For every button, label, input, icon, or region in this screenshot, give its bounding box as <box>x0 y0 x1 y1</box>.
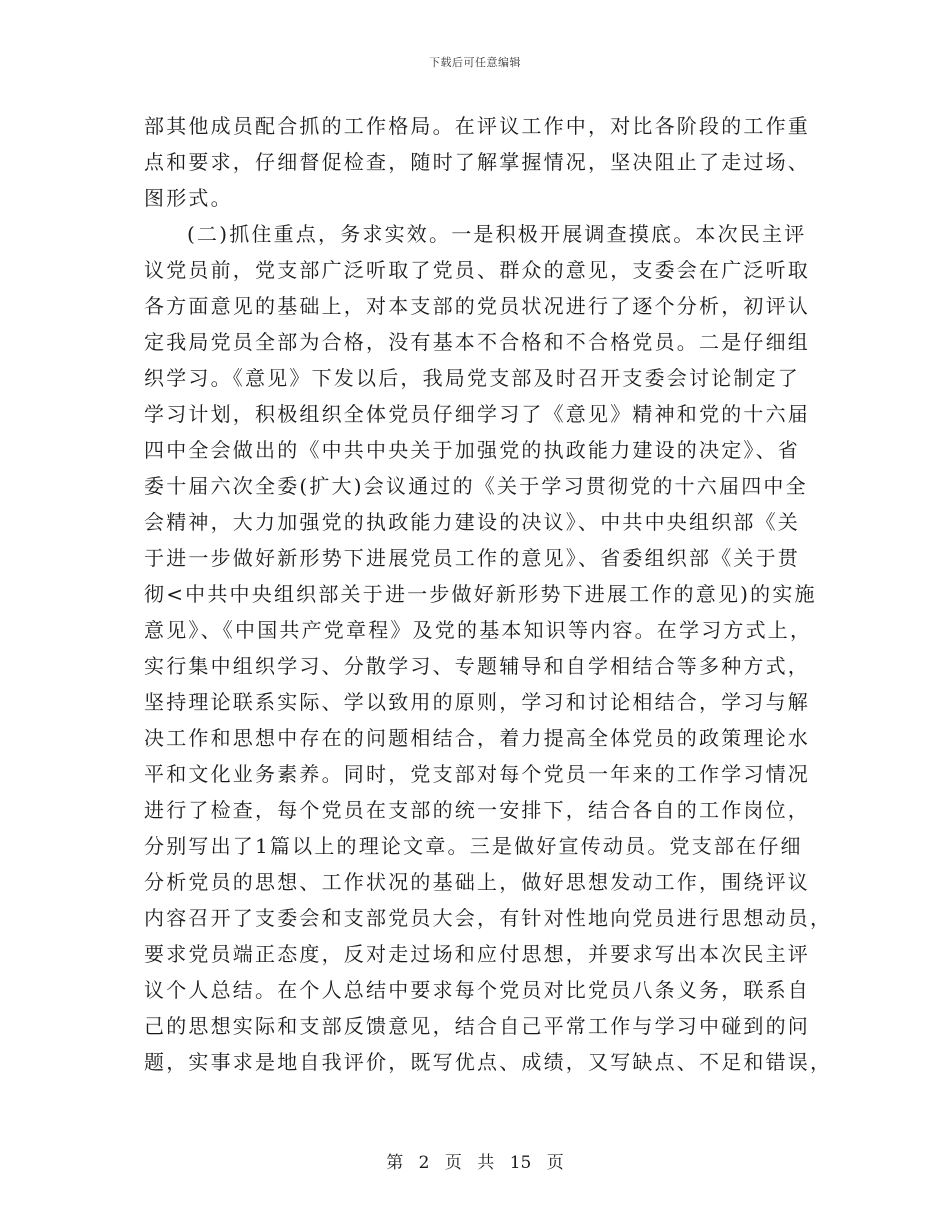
text-line: 决工作和思想中存在的问题相结合，着力提高全体党员的政策理论水 <box>144 726 810 750</box>
text-line: 实行集中组织学习、分散学习、专题辅导和自学相结合等多种方式， <box>144 654 810 678</box>
text-line: 议党员前，党支部广泛听取了党员、群众的意见，支委会在广泛听取 <box>144 258 810 282</box>
total-pages-number: 15 <box>509 1153 532 1173</box>
text-line: 于进一步做好新形势下进展党员工作的意见》、省委组织部《关于贯 <box>144 546 800 570</box>
text-line: 己的思想实际和支部反馈意见，结合自己平常工作与学习中碰到的问 <box>144 1014 810 1038</box>
text-line: 点和要求，仔细督促检查，随时了解掌握情况，坚决阻止了走过场、 <box>144 150 810 174</box>
text-line: 委十届六次全委(扩大)会议通过的《关于学习贯彻党的十六届四中全 <box>144 474 808 498</box>
text-line: 图形式。 <box>144 186 233 210</box>
current-page-number: 2 <box>418 1153 430 1173</box>
text-line: 进行了检查，每个党员在支部的统一安排下，结合各自的工作岗位， <box>144 798 810 822</box>
text-line: 四中全会做出的《中共中央关于加强党的执政能力建设的决定》、省 <box>144 438 800 462</box>
text-line: 彻<中共中央组织部关于进一步做好新形势下进展工作的意见)的实施 <box>144 582 817 606</box>
text-line: 坚持理论联系实际、学以致用的原则，学习和讨论相结合，学习与解 <box>144 690 810 714</box>
text-line: 内容召开了支委会和支部党员大会，有针对性地向党员进行思想动员， <box>144 906 833 930</box>
page-header-note: 下载后可任意编辑 <box>429 56 521 69</box>
text-line: 各方面意见的基础上，对本支部的党员状况进行了逐个分析，初评认 <box>144 294 810 318</box>
text-line: 学习计划，积极组织全体党员仔细学习了《意见》精神和党的十六届 <box>144 402 810 426</box>
text-line: 议个人总结。在个人总结中要求每个党员对比党员八条义务，联系自 <box>144 978 810 1002</box>
document-body <box>144 108 833 1080</box>
footer-di: 第 <box>386 1153 404 1173</box>
text-line: 意见》、《中国共产党章程》及党的基本知识等内容。在学习方式上， <box>144 618 813 642</box>
paragraph-start-line: (二)抓住重点，务求实效。一是积极开展调查摸底。本次民主评 <box>187 222 807 246</box>
footer-ye: 页 <box>444 1153 462 1173</box>
text-line: 平和文化业务素养。同时，党支部对每个党员一年来的工作学习情况 <box>144 762 810 786</box>
text-line: 会精神，大力加强党的执政能力建设的决议》、中共中央组织部《关 <box>144 510 800 534</box>
text-line: 要求党员端正态度，反对走过场和应付思想，并要求写出本次民主评 <box>144 942 810 966</box>
text-line: 题，实事求是地自我评价，既写优点、成绩，又写缺点、不足和错误， <box>144 1050 833 1074</box>
footer-gong: 共 <box>477 1153 495 1173</box>
text-line: 分析党员的思想、工作状况的基础上，做好思想发动工作，围绕评议 <box>144 870 810 894</box>
page-footer <box>0 1148 950 1173</box>
text-line: 部其他成员配合抓的工作格局。在评议工作中，对比各阶段的工作重 <box>144 114 810 138</box>
text-line: 定我局党员全部为合格，没有基本不合格和不合格党员。二是仔细组 <box>144 330 810 354</box>
footer-ye-total: 页 <box>546 1153 564 1173</box>
text-line: 分别写出了1篇以上的理论文章。三是做好宣传动员。党支部在仔细 <box>144 834 803 858</box>
text-line: 织学习。《意见》下发以后，我局党支部及时召开支委会讨论制定了 <box>144 366 800 390</box>
